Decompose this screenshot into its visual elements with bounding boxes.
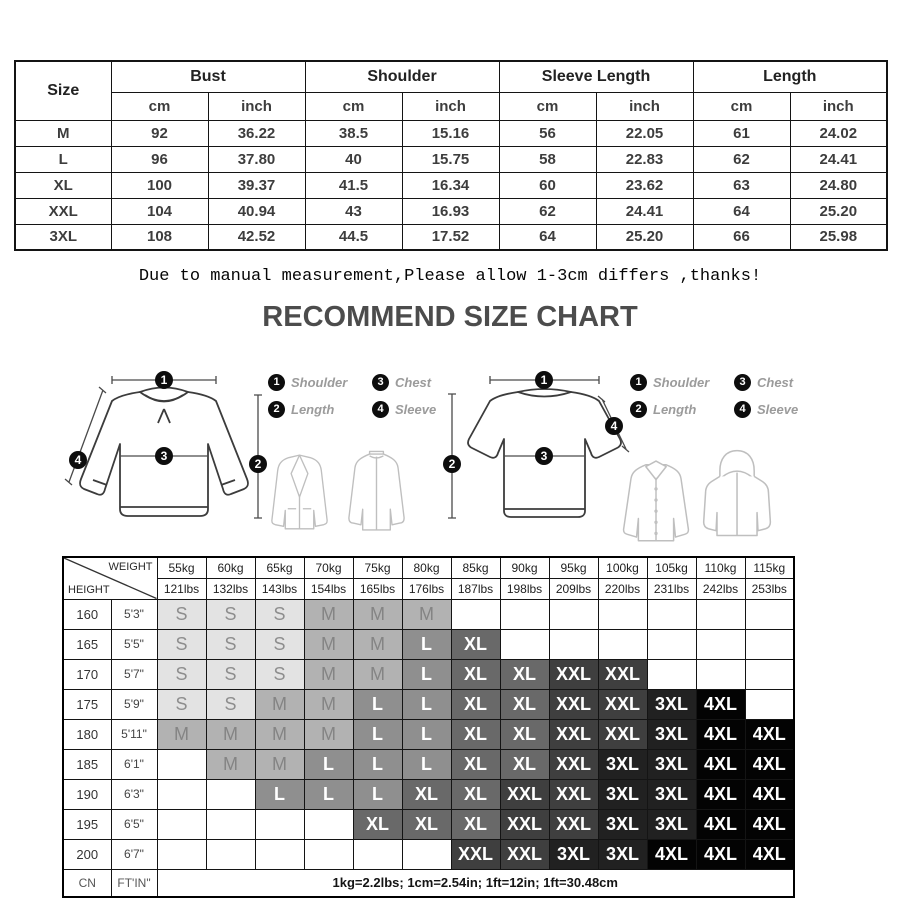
weight-kg-row bbox=[63, 557, 794, 578]
size-cell: S bbox=[157, 689, 206, 719]
size-cell: 3XL bbox=[549, 839, 598, 869]
size-matrix-table bbox=[62, 556, 795, 898]
size-cell: 3XL bbox=[598, 809, 647, 839]
weight-kg-header: 110kg bbox=[696, 557, 745, 578]
empty-cell bbox=[157, 809, 206, 839]
legend-label: Shoulder bbox=[291, 375, 348, 390]
measurement-value: 22.83 bbox=[596, 146, 693, 172]
size-cell: XL bbox=[451, 749, 500, 779]
measurement-value: 24.02 bbox=[790, 120, 887, 146]
legend-label: Sleeve bbox=[757, 402, 799, 417]
weight-height-corner bbox=[63, 557, 157, 599]
size-cell: L bbox=[353, 689, 402, 719]
size-cell: S bbox=[157, 659, 206, 689]
legend-item bbox=[268, 401, 358, 418]
size-cell: M bbox=[304, 599, 353, 629]
size-cell: XL bbox=[402, 809, 451, 839]
size-cell: M bbox=[353, 659, 402, 689]
size-cell: 4XL bbox=[696, 839, 745, 869]
size-cell: 4XL bbox=[745, 809, 794, 839]
measurement-value: 17.52 bbox=[402, 224, 499, 250]
empty-cell bbox=[157, 839, 206, 869]
size-cell: XL bbox=[353, 809, 402, 839]
zip-jacket-icon bbox=[342, 443, 411, 541]
matrix-row bbox=[63, 629, 794, 659]
empty-cell bbox=[353, 839, 402, 869]
measurement-row bbox=[15, 172, 887, 198]
measurement-value: 41.5 bbox=[305, 172, 402, 198]
size-cell: 3XL bbox=[647, 719, 696, 749]
measurement-value: 43 bbox=[305, 198, 402, 224]
matrix-row bbox=[63, 659, 794, 689]
measurement-value: 25.20 bbox=[596, 224, 693, 250]
unit-label: cm bbox=[693, 92, 790, 120]
matrix-row bbox=[63, 689, 794, 719]
weight-lbs-header: 143lbs bbox=[255, 578, 304, 599]
empty-cell bbox=[745, 689, 794, 719]
empty-cell bbox=[157, 749, 206, 779]
height-cm: 170 bbox=[63, 659, 111, 689]
measurement-value: 15.75 bbox=[402, 146, 499, 172]
measurement-value: 16.34 bbox=[402, 172, 499, 198]
group-header-bust: Bust bbox=[111, 61, 305, 92]
weight-lbs-header: 187lbs bbox=[451, 578, 500, 599]
height-cm: 175 bbox=[63, 689, 111, 719]
height-ftin: 6'1" bbox=[111, 749, 157, 779]
size-cell: S bbox=[157, 599, 206, 629]
size-cell: XXL bbox=[598, 689, 647, 719]
matrix-row bbox=[63, 839, 794, 869]
measurement-value: 96 bbox=[111, 146, 208, 172]
height-ftin: 5'3" bbox=[111, 599, 157, 629]
empty-cell bbox=[745, 659, 794, 689]
measurement-note: Due to manual measurement,Please allow 1-3cm differs ,thanks! bbox=[138, 267, 762, 286]
size-label: 3XL bbox=[15, 224, 111, 250]
size-cell: XL bbox=[451, 779, 500, 809]
size-cell: M bbox=[304, 629, 353, 659]
size-cell: XL bbox=[451, 629, 500, 659]
size-label: L bbox=[15, 146, 111, 172]
empty-cell bbox=[598, 629, 647, 659]
size-cell: S bbox=[255, 599, 304, 629]
height-cm: 195 bbox=[63, 809, 111, 839]
marker-chest: 3 bbox=[155, 447, 173, 465]
weight-lbs-header: 154lbs bbox=[304, 578, 353, 599]
empty-cell bbox=[255, 809, 304, 839]
size-cell: 3XL bbox=[647, 749, 696, 779]
weight-kg-header: 90kg bbox=[500, 557, 549, 578]
size-cell: XXL bbox=[549, 719, 598, 749]
unit-row bbox=[15, 92, 887, 120]
empty-cell bbox=[696, 659, 745, 689]
weight-kg-header: 105kg bbox=[647, 557, 696, 578]
empty-cell bbox=[696, 629, 745, 659]
legend-label: Length bbox=[291, 402, 335, 417]
legend-number-badge: 2 bbox=[268, 401, 285, 418]
size-cell: XXL bbox=[500, 779, 549, 809]
size-cell: S bbox=[255, 659, 304, 689]
measurement-value: 24.41 bbox=[790, 146, 887, 172]
size-cell: 3XL bbox=[598, 839, 647, 869]
weight-kg-header: 100kg bbox=[598, 557, 647, 578]
weight-kg-header: 70kg bbox=[304, 557, 353, 578]
legend-item bbox=[372, 374, 436, 391]
measurement-value: 36.22 bbox=[208, 120, 305, 146]
height-ftin: 6'3" bbox=[111, 779, 157, 809]
size-cell: XXL bbox=[549, 779, 598, 809]
weight-kg-header: 95kg bbox=[549, 557, 598, 578]
measurement-value: 23.62 bbox=[596, 172, 693, 198]
legend-right bbox=[630, 374, 798, 418]
measurement-value: 61 bbox=[693, 120, 790, 146]
size-cell: XL bbox=[451, 719, 500, 749]
size-cell: M bbox=[353, 599, 402, 629]
measurement-value: 25.20 bbox=[790, 198, 887, 224]
empty-cell bbox=[500, 599, 549, 629]
measurement-value: 44.5 bbox=[305, 224, 402, 250]
legend-number-badge: 4 bbox=[734, 401, 751, 418]
size-cell: S bbox=[157, 629, 206, 659]
weight-lbs-row bbox=[63, 578, 794, 599]
measurement-row bbox=[15, 120, 887, 146]
size-label: XXL bbox=[15, 198, 111, 224]
weight-lbs-header: 253lbs bbox=[745, 578, 794, 599]
legend-item bbox=[268, 374, 358, 391]
matrix-row bbox=[63, 719, 794, 749]
size-cell: XXL bbox=[549, 809, 598, 839]
measurement-value: 64 bbox=[693, 198, 790, 224]
unit-label: inch bbox=[208, 92, 305, 120]
weight-lbs-header: 165lbs bbox=[353, 578, 402, 599]
weight-lbs-header: 220lbs bbox=[598, 578, 647, 599]
legend-number-badge: 3 bbox=[372, 374, 389, 391]
height-cm: 190 bbox=[63, 779, 111, 809]
empty-cell bbox=[157, 779, 206, 809]
group-header-shoulder: Shoulder bbox=[305, 61, 499, 92]
size-cell: XXL bbox=[549, 689, 598, 719]
weight-kg-header: 60kg bbox=[206, 557, 255, 578]
weight-kg-header: 65kg bbox=[255, 557, 304, 578]
group-header-length: Length bbox=[693, 61, 887, 92]
measurement-value: 39.37 bbox=[208, 172, 305, 198]
measurement-value: 22.05 bbox=[596, 120, 693, 146]
size-cell: L bbox=[402, 719, 451, 749]
measurement-value: 100 bbox=[111, 172, 208, 198]
empty-cell bbox=[255, 839, 304, 869]
marker-sleeve: 4 bbox=[69, 451, 87, 469]
size-cell: 4XL bbox=[696, 809, 745, 839]
unit-label: inch bbox=[596, 92, 693, 120]
cn-label: CN bbox=[63, 869, 111, 897]
empty-cell bbox=[647, 629, 696, 659]
legend-item bbox=[630, 401, 720, 418]
size-cell: 4XL bbox=[745, 749, 794, 779]
size-cell: 4XL bbox=[696, 749, 745, 779]
empty-cell bbox=[451, 599, 500, 629]
measurement-value: 40.94 bbox=[208, 198, 305, 224]
height-ftin: 5'5" bbox=[111, 629, 157, 659]
size-cell: M bbox=[157, 719, 206, 749]
size-cell: M bbox=[255, 719, 304, 749]
measurement-value: 24.80 bbox=[790, 172, 887, 198]
size-cell: L bbox=[255, 779, 304, 809]
measurement-value: 62 bbox=[499, 198, 596, 224]
size-cell: XL bbox=[500, 689, 549, 719]
empty-cell bbox=[500, 629, 549, 659]
legend-number-badge: 2 bbox=[630, 401, 647, 418]
height-cm: 200 bbox=[63, 839, 111, 869]
measurement-value: 15.16 bbox=[402, 120, 499, 146]
size-cell: 4XL bbox=[696, 779, 745, 809]
empty-cell bbox=[206, 809, 255, 839]
empty-cell bbox=[206, 839, 255, 869]
weight-kg-header: 55kg bbox=[157, 557, 206, 578]
unit-label: cm bbox=[111, 92, 208, 120]
height-ftin: 6'7" bbox=[111, 839, 157, 869]
measurement-value: 42.52 bbox=[208, 224, 305, 250]
empty-cell bbox=[304, 839, 353, 869]
weight-kg-header: 75kg bbox=[353, 557, 402, 578]
empty-cell bbox=[304, 809, 353, 839]
legend-item bbox=[372, 401, 436, 418]
size-cell: L bbox=[402, 659, 451, 689]
unit-label: cm bbox=[305, 92, 402, 120]
size-cell: S bbox=[206, 629, 255, 659]
group-header-sleeve-length: Sleeve Length bbox=[499, 61, 693, 92]
size-column-header: Size bbox=[15, 61, 111, 120]
measurement-row bbox=[15, 198, 887, 224]
legend-item bbox=[630, 374, 720, 391]
size-cell: 4XL bbox=[745, 719, 794, 749]
size-cell: XXL bbox=[598, 719, 647, 749]
ftin-label: FT'IN" bbox=[111, 869, 157, 897]
size-cell: M bbox=[255, 689, 304, 719]
legend-item bbox=[734, 401, 798, 418]
measurement-value: 92 bbox=[111, 120, 208, 146]
measurement-value: 64 bbox=[499, 224, 596, 250]
legend-number-badge: 1 bbox=[630, 374, 647, 391]
marker-sleeve: 4 bbox=[605, 417, 623, 435]
size-cell: 3XL bbox=[647, 689, 696, 719]
size-cell: L bbox=[353, 719, 402, 749]
empty-cell bbox=[745, 599, 794, 629]
height-cm: 185 bbox=[63, 749, 111, 779]
marker-length: 2 bbox=[443, 455, 461, 473]
measurement-value: 63 bbox=[693, 172, 790, 198]
size-cell: M bbox=[402, 599, 451, 629]
size-cell: XL bbox=[500, 659, 549, 689]
legend-label: Chest bbox=[395, 375, 432, 390]
size-label: XL bbox=[15, 172, 111, 198]
conversion-note: 1kg=2.2lbs; 1cm=2.54in; 1ft=12in; 1ft=30.48cm bbox=[157, 869, 794, 897]
matrix-row bbox=[63, 809, 794, 839]
measurement-value: 38.5 bbox=[305, 120, 402, 146]
size-cell: 3XL bbox=[598, 749, 647, 779]
empty-cell bbox=[598, 599, 647, 629]
size-cell: XXL bbox=[500, 839, 549, 869]
size-cell: 4XL bbox=[647, 839, 696, 869]
longsleeve-shirt-diagram bbox=[62, 368, 267, 540]
measurement-value: 56 bbox=[499, 120, 596, 146]
size-cell: S bbox=[206, 659, 255, 689]
marker-length: 2 bbox=[249, 455, 267, 473]
marker-shoulder: 1 bbox=[155, 371, 173, 389]
legend-number-badge: 4 bbox=[372, 401, 389, 418]
size-cell: XL bbox=[402, 779, 451, 809]
empty-cell bbox=[647, 599, 696, 629]
measurement-value: 66 bbox=[693, 224, 790, 250]
size-cell: L bbox=[353, 779, 402, 809]
size-cell: 4XL bbox=[696, 689, 745, 719]
size-label: M bbox=[15, 120, 111, 146]
size-cell: S bbox=[206, 689, 255, 719]
unit-label: inch bbox=[402, 92, 499, 120]
size-cell: XL bbox=[451, 689, 500, 719]
size-cell: M bbox=[304, 719, 353, 749]
button-shirt-icon bbox=[618, 455, 694, 545]
empty-cell bbox=[206, 779, 255, 809]
measurement-value: 108 bbox=[111, 224, 208, 250]
size-cell: 4XL bbox=[745, 779, 794, 809]
size-cell: M bbox=[206, 749, 255, 779]
measurement-row bbox=[15, 146, 887, 172]
legend-number-badge: 3 bbox=[734, 374, 751, 391]
matrix-footer-row bbox=[63, 869, 794, 897]
weight-lbs-header: 242lbs bbox=[696, 578, 745, 599]
height-label: HEIGHT bbox=[68, 583, 110, 596]
size-cell: XL bbox=[451, 659, 500, 689]
height-ftin: 5'11" bbox=[111, 719, 157, 749]
size-cell: M bbox=[304, 689, 353, 719]
recommend-size-chart-title: RECOMMEND SIZE CHART bbox=[262, 301, 638, 333]
size-cell: XXL bbox=[598, 659, 647, 689]
legend-label: Shoulder bbox=[653, 375, 710, 390]
size-cell: M bbox=[255, 749, 304, 779]
empty-cell bbox=[549, 629, 598, 659]
matrix-row bbox=[63, 779, 794, 809]
legend-item bbox=[734, 374, 798, 391]
measurement-value: 16.93 bbox=[402, 198, 499, 224]
size-cell: M bbox=[206, 719, 255, 749]
size-cell: M bbox=[304, 659, 353, 689]
legend-number-badge: 1 bbox=[268, 374, 285, 391]
weight-lbs-header: 209lbs bbox=[549, 578, 598, 599]
height-ftin: 5'7" bbox=[111, 659, 157, 689]
unit-label: cm bbox=[499, 92, 596, 120]
height-ftin: 6'5" bbox=[111, 809, 157, 839]
weight-kg-header: 85kg bbox=[451, 557, 500, 578]
measurement-value: 104 bbox=[111, 198, 208, 224]
measurement-value: 60 bbox=[499, 172, 596, 198]
marker-chest: 3 bbox=[535, 447, 553, 465]
weight-lbs-header: 121lbs bbox=[157, 578, 206, 599]
height-ftin: 5'9" bbox=[111, 689, 157, 719]
size-cell: L bbox=[402, 689, 451, 719]
size-cell: XL bbox=[500, 719, 549, 749]
measurement-table bbox=[14, 60, 888, 251]
weight-kg-header: 115kg bbox=[745, 557, 794, 578]
empty-cell bbox=[696, 599, 745, 629]
empty-cell bbox=[745, 629, 794, 659]
empty-cell bbox=[549, 599, 598, 629]
empty-cell bbox=[647, 659, 696, 689]
size-cell: L bbox=[304, 779, 353, 809]
measurement-value: 40 bbox=[305, 146, 402, 172]
measurement-value: 25.98 bbox=[790, 224, 887, 250]
size-cell: 3XL bbox=[598, 779, 647, 809]
unit-label: inch bbox=[790, 92, 887, 120]
height-cm: 165 bbox=[63, 629, 111, 659]
empty-cell bbox=[402, 839, 451, 869]
size-cell: XXL bbox=[549, 659, 598, 689]
legend-left bbox=[268, 374, 436, 418]
measurement-row bbox=[15, 224, 887, 250]
measurement-value: 37.80 bbox=[208, 146, 305, 172]
height-cm: 160 bbox=[63, 599, 111, 629]
hoodie-icon bbox=[697, 444, 778, 544]
measurement-value: 62 bbox=[693, 146, 790, 172]
size-cell: XXL bbox=[500, 809, 549, 839]
size-cell: M bbox=[353, 629, 402, 659]
weight-lbs-header: 132lbs bbox=[206, 578, 255, 599]
weight-lbs-header: 198lbs bbox=[500, 578, 549, 599]
size-cell: XL bbox=[500, 749, 549, 779]
measurement-value: 24.41 bbox=[596, 198, 693, 224]
weight-kg-header: 80kg bbox=[402, 557, 451, 578]
weight-lbs-header: 231lbs bbox=[647, 578, 696, 599]
size-cell: L bbox=[304, 749, 353, 779]
weight-lbs-header: 176lbs bbox=[402, 578, 451, 599]
measurement-value: 58 bbox=[499, 146, 596, 172]
marker-shoulder: 1 bbox=[535, 371, 553, 389]
height-cm: 180 bbox=[63, 719, 111, 749]
tshirt-diagram bbox=[442, 368, 647, 540]
legend-label: Sleeve bbox=[395, 402, 437, 417]
matrix-row bbox=[63, 749, 794, 779]
matrix-row bbox=[63, 599, 794, 629]
size-cell: S bbox=[255, 629, 304, 659]
size-cell: XXL bbox=[451, 839, 500, 869]
size-cell: 3XL bbox=[647, 809, 696, 839]
size-cell: XXL bbox=[549, 749, 598, 779]
size-cell: L bbox=[402, 749, 451, 779]
measurement-group-row bbox=[15, 61, 887, 92]
size-cell: 4XL bbox=[696, 719, 745, 749]
size-cell: 4XL bbox=[745, 839, 794, 869]
legend-label: Chest bbox=[757, 375, 794, 390]
size-cell: 3XL bbox=[647, 779, 696, 809]
size-cell: L bbox=[353, 749, 402, 779]
legend-label: Length bbox=[653, 402, 697, 417]
size-cell: XL bbox=[451, 809, 500, 839]
size-cell: L bbox=[402, 629, 451, 659]
size-cell: S bbox=[206, 599, 255, 629]
size-diagram-section bbox=[0, 355, 900, 555]
weight-label: WEIGHT bbox=[108, 561, 153, 573]
blazer-icon bbox=[266, 443, 333, 541]
